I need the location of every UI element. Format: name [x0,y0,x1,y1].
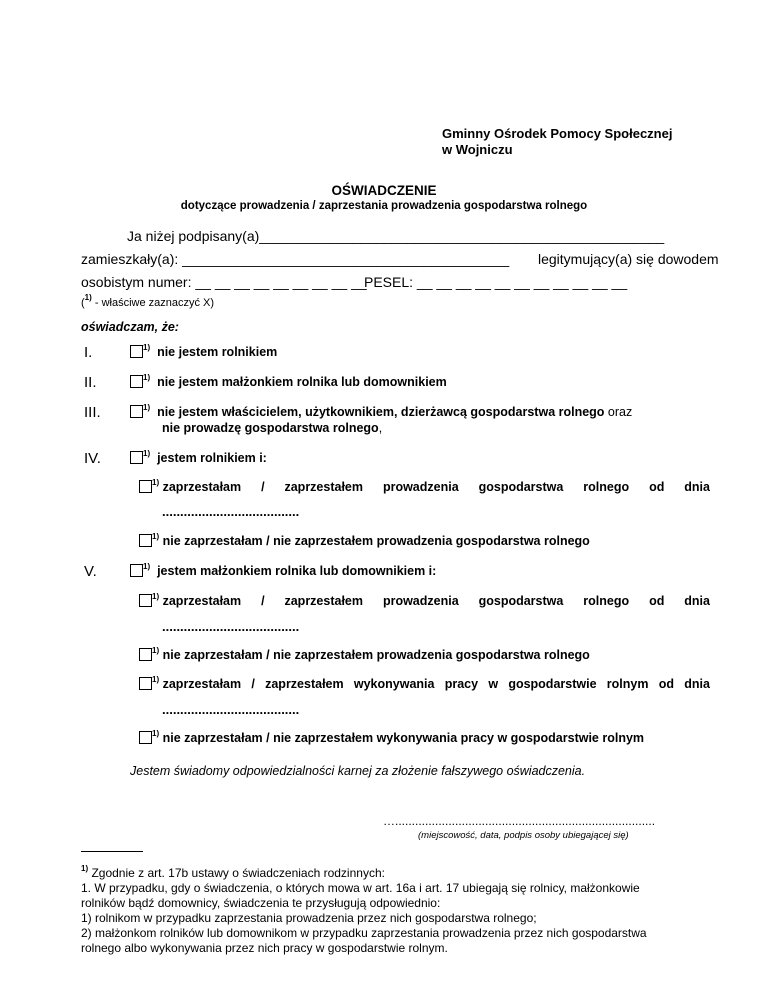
item-v-date-field[interactable]: ...................................... [162,619,300,634]
item-v [130,564,436,578]
item-iv-text: jestem rolnikiem i: [157,451,267,465]
item-iii-number: III. [84,404,101,421]
id-number-field[interactable]: osobistym numer: __ __ __ __ __ __ __ __ __ [81,274,367,290]
word: dnia [684,594,710,608]
footnote-line1: Zgodnie z art. 17b ustawy o świadczeniach rodzinnych: [88,866,385,880]
addressee-line1: Gminny Ośrodek Pomocy Społecznej [442,126,673,141]
item-iv-number: IV. [84,450,101,467]
item-iv-stopped-farm [139,480,710,494]
item-i-number: I. [84,344,93,361]
item-v-stopped-work [139,677,710,691]
sup-marker: 1) [152,478,160,487]
item-ii-checkbox[interactable] [130,375,143,388]
item-v-not-stopped-work-text: nie zaprzestałam / nie zaprzestałem wykonywania pracy w gospodarstwie rolnym [162,731,645,745]
sup-marker: 1) [152,532,160,541]
item-iv-date-field[interactable]: ...................................... [162,504,300,519]
item-v-stopped-farm-checkbox[interactable] [139,594,152,607]
item-iv [130,451,267,465]
item-i-text: nie jestem rolnikiem [157,345,278,359]
item-i-checkbox[interactable] [130,345,143,358]
item-v-stopped-farm [139,594,710,608]
word: / [261,480,265,494]
item-iii-text-normal: oraz [604,405,633,419]
word: rolnego [583,480,630,494]
item-iv-stopped-farm-checkbox[interactable] [139,480,152,493]
awareness-statement: Jestem świadomy odpowiedzialności karnej za złożenie fałszywego oświadczenia. [130,764,586,778]
word: zaprzestałam [162,594,242,608]
signature-label: (miejscowość, data, podpis osoby ubiegającej się) [418,830,629,841]
word: rolnego [583,594,630,608]
undersigned-field[interactable]: Ja niżej podpisany(a)____________________________________________________ [127,228,665,244]
item-v-work-date-field[interactable]: ...................................... [162,702,300,717]
footnote [81,866,647,956]
item-ii-number: II. [84,374,97,391]
sup-marker: 1) [152,592,160,601]
item-v-not-stopped-farm-text: nie zaprzestałam / nie zaprzestałem prowadzenia gospodarstwa rolnego [162,648,590,662]
sup-marker: 1) [152,675,160,684]
addressee-line2: w Wojniczu [442,142,513,157]
word: zaprzestałam [162,480,242,494]
footnote-line4: 1) rolnikom w przypadku zaprzestania prowadzenia przez nich gospodarstwa rolnego; [81,911,537,925]
document-title: OŚWIADCZENIE [331,183,437,198]
footnote-line2: 1. W przypadku, gdy o świadczenia, o których mowa w art. 16a i art. 17 ubiegają się rolnicy, małżonkowie [81,881,640,895]
declare-heading: oświadczam, że: [81,320,179,334]
item-v-number: V. [84,563,97,580]
word: gospodarstwa [478,594,564,608]
item-v-not-stopped-farm [139,648,590,662]
item-iii-line2 [162,421,382,435]
pesel-field[interactable]: PESEL: __ __ __ __ __ __ __ __ __ __ __ [364,274,628,290]
sup-marker: 1) [143,562,151,571]
sup-marker: 1) [152,646,160,655]
word: zaprzestałem [265,677,344,691]
footnote-line3: rolników bądź domownicy, świadczenia te przysługują odpowiednio: [81,896,441,910]
item-iv-not-stopped-farm-checkbox[interactable] [139,534,152,547]
item-v-checkbox[interactable] [130,564,143,577]
addressee [442,126,672,158]
item-iv-not-stopped-farm-text: nie zaprzestałam / nie zaprzestałem prowadzenia gospodarstwa rolnego [162,534,590,548]
footnote-sup: 1) [81,864,89,873]
item-iii-line2-text: nie prowadzę gospodarstwa rolnego [162,421,379,435]
document-subtitle: dotyczące prowadzenia / zaprzestania prowadzenia gospodarstwa rolnego [180,200,588,212]
word: prowadzenia [382,480,459,494]
word: od [649,480,665,494]
word: gospodarstwie [508,677,597,691]
word: od [649,594,665,608]
id-document-label: legitymujący(a) się dowodem [538,251,719,267]
word: zaprzestałam [162,677,242,691]
footnote-line5: 2) małżonkom rolników lub domownikom w przypadku zaprzestania prowadzenia przez nich gospodarstwa [81,926,647,940]
note-text: - właściwe zaznaczyć X) [91,297,215,309]
word: pracy [444,677,479,691]
item-v-stopped-work-checkbox[interactable] [139,677,152,690]
note-sup: 1) [84,293,92,302]
sup-marker: 1) [143,343,151,352]
signature-field[interactable]: ….............................................................................. [383,814,656,828]
word: gospodarstwa [478,480,564,494]
item-v-not-stopped-farm-checkbox[interactable] [139,648,152,661]
item-ii [130,375,447,389]
word: / [261,594,265,608]
item-v-text: jestem małżonkiem rolnika lub domownikiem i: [157,564,437,578]
word: dnia [684,677,710,691]
word: w [488,677,499,691]
footnote-divider [81,851,143,852]
word: od [658,677,674,691]
item-iii-text: nie jestem właścicielem, użytkownikiem, dzierżawcą gospodarstwa rolnego [157,405,605,419]
check-note: ($^{1)}$ - właściwe zaznaczyć X) [81,293,215,309]
item-v-not-stopped-work [139,731,644,745]
word: zaprzestałem [284,480,363,494]
item-i [130,345,277,359]
sup-marker: 1) [143,449,151,458]
sup-marker: 1) [143,403,151,412]
word: wykonywania [353,677,435,691]
sup-marker: 1) [152,729,160,738]
word: zaprzestałem [284,594,363,608]
item-iv-checkbox[interactable] [130,451,143,464]
item-iii-checkbox[interactable] [130,405,143,418]
item-v-not-stopped-work-checkbox[interactable] [139,731,152,744]
item-ii-text: nie jestem małżonkiem rolnika lub domownikiem [157,375,447,389]
word: dnia [684,480,710,494]
word: / [251,677,255,691]
item-iv-not-stopped-farm [139,534,590,548]
item-iii-line2-comma: , [378,421,383,435]
item-iii [130,405,632,419]
word: prowadzenia [382,594,459,608]
sup-marker: 1) [143,373,151,382]
address-field[interactable]: zamieszkały(a): __________________________________________ [81,251,510,267]
word: rolnym [606,677,649,691]
footnote-line6: rolnego albo wykonywania przez nich pracy w gospodarstwie rolnym. [81,941,448,955]
